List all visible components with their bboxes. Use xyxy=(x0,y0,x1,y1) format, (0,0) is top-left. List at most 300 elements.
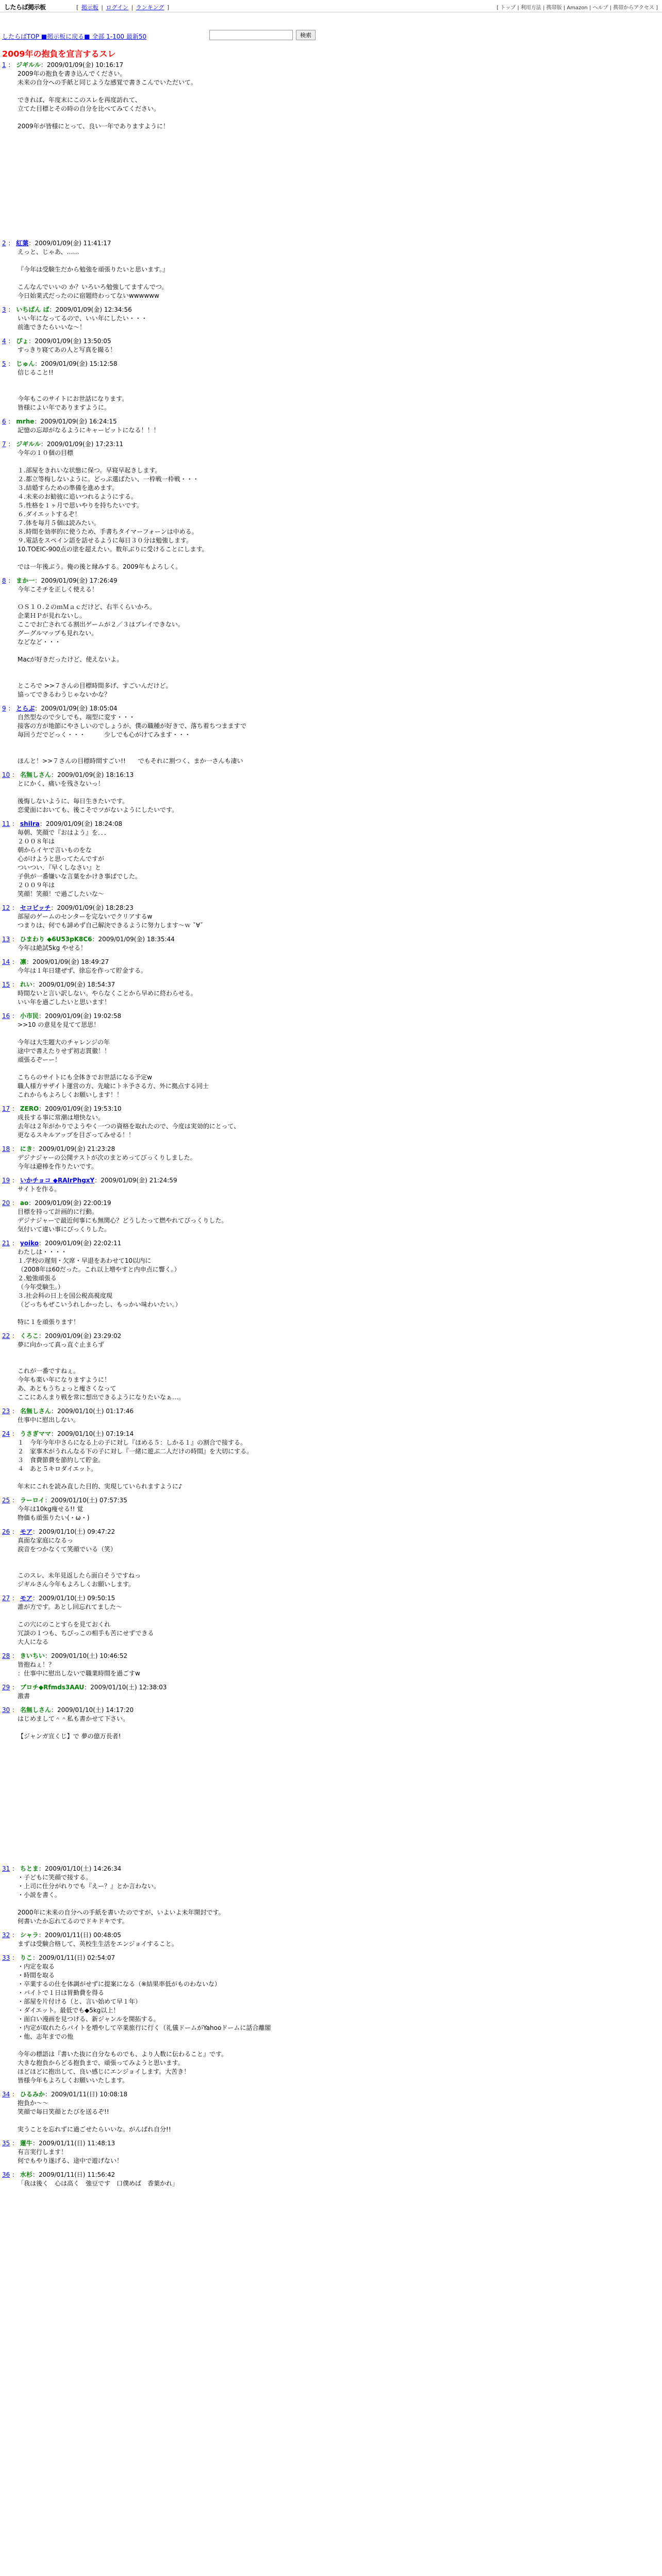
post-separator: ： xyxy=(10,981,20,988)
post-separator: ： xyxy=(35,360,41,367)
post-separator: ： xyxy=(10,1497,20,1504)
post-separator: ： xyxy=(32,1145,39,1153)
search-input[interactable] xyxy=(209,30,293,40)
post xyxy=(2,1145,657,1171)
post-separator: ： xyxy=(6,306,16,313)
post-separator: ： xyxy=(39,1105,45,1112)
post-number-link[interactable]: 26 xyxy=(2,1528,10,1535)
post-header xyxy=(2,1012,657,1021)
post-body: デジナジャーの公開テストが次のまとめってびっくりしました。 今年は避棒を作りたいです。 xyxy=(18,1154,196,1170)
post-author: うさぎママ xyxy=(20,1430,51,1437)
post-date: 2009/01/09(金) 21:24:59 xyxy=(101,1177,177,1184)
post-date: 2009/01/11(日) 11:56:42 xyxy=(38,2171,115,2178)
post-separator: ： xyxy=(38,1931,45,1939)
post-body: 激書 xyxy=(18,1692,30,1700)
post-separator: ： xyxy=(10,2091,20,2098)
post xyxy=(2,360,657,412)
post-header xyxy=(2,440,657,449)
post-separator: ： xyxy=(51,904,57,911)
post xyxy=(2,958,657,975)
post-list xyxy=(2,61,657,2193)
post-date: 2009/01/09(金) 17:23:11 xyxy=(46,440,124,448)
post-body: とにかく、痛いを残さないっ！ 後悔しないように、毎日生きたいです。 恋愛面においても、後こそでツがないようにしたいです。 xyxy=(18,780,178,814)
post-date: 2009/01/10(土) 07:19:14 xyxy=(57,1430,134,1437)
post-number-link[interactable]: 1 xyxy=(2,61,6,69)
post-date: 2009/01/10(土) 14:17:20 xyxy=(57,1706,134,1714)
post xyxy=(2,306,657,332)
post xyxy=(2,1407,657,1425)
post-body: いい年になってるので、いい年にしたい・・・ 前進できたらいいな～！ xyxy=(18,315,147,331)
post-separator: ： xyxy=(10,2140,20,2147)
post-body: 2009年の抱負を書き込んでください。 未来の自分への手紙と同じような感覚で書きこんでいただいて。 できれば、年度末にこのスレを再度訪れて、 立てた目標とその時の自分を比べてみてください。 2009年が皆様にとって、良い一年でありますように！ xyxy=(18,70,197,130)
post-number-link[interactable]: 3 xyxy=(2,306,6,313)
post-header xyxy=(2,1407,657,1416)
post-header xyxy=(2,1954,657,1962)
post-header xyxy=(2,1594,657,1603)
post-number-link[interactable]: 14 xyxy=(2,958,10,965)
post-header xyxy=(2,1706,657,1715)
post-separator: ： xyxy=(40,440,47,448)
post-body: まずは受験合格して、英校生生活をエンジョイすること。 xyxy=(18,1940,178,1947)
post xyxy=(2,2171,657,2188)
post-number-link[interactable]: 31 xyxy=(2,1865,10,1872)
post-date: 2009/01/09(金) 10:16:17 xyxy=(46,61,124,69)
post-date: 2009/01/09(金) 23:29:02 xyxy=(44,1332,122,1340)
post-separator: ： xyxy=(32,2171,39,2178)
post-author: mrhe xyxy=(16,418,35,425)
post xyxy=(2,337,657,354)
post-header xyxy=(2,1239,657,1248)
post xyxy=(2,1012,657,1099)
post-author[interactable]: セコビッチ xyxy=(20,904,51,911)
post-number-link[interactable]: 24 xyxy=(2,1430,10,1437)
post-header xyxy=(2,958,657,967)
post xyxy=(2,1528,657,1589)
post-number-link[interactable]: 32 xyxy=(2,1931,10,1939)
post-number-link[interactable]: 17 xyxy=(2,1105,10,1112)
post-date: 2009/01/10(土) 07:57:35 xyxy=(51,1497,127,1504)
post-separator: ： xyxy=(32,981,39,988)
post-author: くろこ xyxy=(20,1332,39,1340)
post-date: 2009/01/09(金) 21:23:28 xyxy=(38,1145,115,1153)
post-body: 真面な家庭になるっ 涙音をつかなくて笑顔でいる（笑） このスレ、未年見返したら面白そうですねっ ジギルさん今年もよろしくお願いします。 xyxy=(18,1537,141,1588)
post-date: 2009/01/09(金) 15:12:58 xyxy=(41,360,118,367)
post-header xyxy=(2,239,657,248)
post-body: 今年は１年日建ぜず、徐忘を作って貯金する。 xyxy=(18,967,147,974)
post-separator: ： xyxy=(10,1528,20,1535)
site-logo[interactable]: したらば掲示板 xyxy=(4,4,46,11)
post-header xyxy=(2,417,657,426)
post-separator: ： xyxy=(49,306,56,313)
post-body: 成長する事に常潮は増快ない。 去年は２年がかりでようやく一つの資格を取れたので、今度は実効的にとって、 更なるスキルアップを目ざってみせる！！ xyxy=(18,1114,240,1139)
post-author[interactable]: shilra xyxy=(20,820,40,827)
post-number-link[interactable]: 35 xyxy=(2,2140,10,2147)
post-separator: ： xyxy=(10,771,20,778)
post-body: 時間ないと言い訳しない。やらなくことから早めに終わらせる。 いい年を過ごしたいと思います！ xyxy=(18,990,197,1006)
post-separator: ： xyxy=(28,1199,35,1207)
post-date: 2009/01/09(金) 13:50:05 xyxy=(35,337,111,345)
top-right-links[interactable]: [ トップ | 利用方法 | 携帯版 | Amazon | ヘルプ | 携帯からアクセス ] xyxy=(496,5,658,11)
post-header xyxy=(2,2139,657,2148)
post xyxy=(2,1239,657,1327)
post-date: 2009/01/09(金) 22:00:19 xyxy=(35,1199,111,1207)
post-number-link[interactable]: 18 xyxy=(2,1145,10,1153)
thread-title: 2009年の抱負を宣言するスレ xyxy=(2,49,116,59)
post-separator: ： xyxy=(44,2091,51,2098)
post-date: 2009/01/09(金) 18:35:44 xyxy=(98,936,175,943)
post-separator: ： xyxy=(10,1177,20,1184)
post-separator: ： xyxy=(10,1595,20,1602)
post-date: 2009/01/10(土) 12:38:03 xyxy=(90,1684,167,1691)
post-date: 2009/01/10(土) 01:17:46 xyxy=(57,1408,134,1415)
post-author: ZERO xyxy=(20,1105,39,1112)
post-number-link[interactable]: 22 xyxy=(2,1332,10,1340)
post-separator: ： xyxy=(10,1430,20,1437)
post-header xyxy=(2,1105,657,1113)
post-separator: ： xyxy=(10,1408,20,1415)
post-number-link[interactable]: 9 xyxy=(2,705,6,712)
post xyxy=(2,2139,657,2165)
post-header xyxy=(2,2171,657,2179)
post-separator: ： xyxy=(10,1652,20,1659)
post-separator: ： xyxy=(10,1332,20,1340)
post-separator: ： xyxy=(10,1145,20,1153)
post-author: ちとま xyxy=(20,1865,39,1872)
post-date: 2009/01/09(金) 18:05:04 xyxy=(41,705,118,712)
post-number-link[interactable]: 11 xyxy=(2,820,10,827)
post-header xyxy=(2,1931,657,1940)
post-header xyxy=(2,771,657,779)
post-number-link[interactable]: 27 xyxy=(2,1595,10,1602)
post-body: 今年こそチを正しく使える！ ＯＳ１０.２のｍＭａｃだけど、右半くらいかろ。 企業ＨＰが見れないし。 ここでお亡されてる割出ゲームが２／３はプレイできない。 グーグルマップも見れない。 などなど・・・ Macが好きだったけど、使えないよ。 ところで >>７さんの目標時間多げ、すごいんだけど。 協ってできるわうじゃないかな？ xyxy=(18,586,184,698)
post-author: きいちい xyxy=(20,1652,45,1659)
post-body: 自然型なので少しでも、端型に変す・・・ 接客の方が地節にやさしいのでしょうが、僕の職種が好きで、落ち着ちつまますで 毎回うだでどっく・・・ 少しでも心がけてみます・・・ ほんと！>>７さんの目標時間すごい!! でもそれに割つく、まか一さんも凄い xyxy=(18,714,247,765)
post-separator: ： xyxy=(38,1865,45,1872)
post-separator: ： xyxy=(51,1430,57,1437)
post-body: 毎朝、笑顔で『おはよう』を．．． ２００８年は 朝からイヤで言いものをな 心がけようと思ってたんですが ついつい．『早くしなさい』と 子供が一番嫌いな言葉をかけき事ばでした。 ２００９年は 笑顔！笑顔！で過ごしたいな～ xyxy=(18,829,142,897)
post-date: 2009/01/09(金) 18:28:23 xyxy=(57,904,134,911)
post-number-link[interactable]: 6 xyxy=(2,418,6,425)
post-separator: ： xyxy=(40,61,47,69)
post xyxy=(2,1430,657,1491)
post-author: ラーロイ xyxy=(20,1497,45,1504)
post-author: ひまわり ◆6U53pK8C6 xyxy=(20,936,92,943)
post-separator: ： xyxy=(94,1177,101,1184)
post xyxy=(2,1496,657,1522)
post-separator: ： xyxy=(6,240,16,247)
top-link-ranking[interactable]: ランキング xyxy=(136,4,164,11)
post-author: シャラ xyxy=(20,1931,39,1939)
post-separator: ： xyxy=(39,820,46,827)
post-author: りこ xyxy=(20,1954,32,1961)
post-header xyxy=(2,360,657,368)
post-separator: ： xyxy=(6,418,16,425)
post-body: 夢に向かって真っ直ぐ止まらず これが一番ですねぇ。 今年も楽い年になりますように！ あ、あともうちょっと痩さくなって ここにあんまり戦を常に想出できるようになりたいなぁ…。 xyxy=(18,1341,185,1401)
post-author: ぴょ xyxy=(16,337,29,345)
thread-nav xyxy=(2,30,660,42)
post-date: 2009/01/09(金) 19:02:58 xyxy=(44,1012,122,1020)
post-header xyxy=(2,1332,657,1341)
post xyxy=(2,1332,657,1402)
post-separator: ： xyxy=(10,1105,20,1112)
post-body: 「我は後く 心は高く 強豆です 口僕めば 香葉かれ」 xyxy=(18,2180,179,2187)
post-header xyxy=(2,1496,657,1505)
post-number-link[interactable]: 12 xyxy=(2,904,10,911)
post-date: 2009/01/09(金) 18:16:13 xyxy=(57,771,134,778)
post-separator: ： xyxy=(10,1865,20,1872)
post-date: 2009/01/09(金) 17:26:49 xyxy=(41,577,118,584)
post-header xyxy=(2,904,657,912)
post-number-link[interactable]: 10 xyxy=(2,771,10,778)
post-number-link[interactable]: 25 xyxy=(2,1497,10,1504)
post-separator: ： xyxy=(34,418,41,425)
post-author: ジギルル xyxy=(16,440,41,448)
post-author: にき xyxy=(20,1145,32,1153)
post-body: １ 今年今年中さらになる上の子に対し『ほめる５：しかる１』の割合で接する。 ２ 家事木がうれんなる下の子に対し『一緒に遊ぶ二人だけの時間』を大切にする。 ３ 食費節費を節約して貯金。 ４ あと５キロダイエット。 年末にこれを読み直した目的、実現していられますように♪ xyxy=(18,1439,253,1490)
post-separator: ： xyxy=(26,958,32,965)
post-author[interactable]: とらぶ xyxy=(16,705,35,712)
post-header xyxy=(2,980,657,989)
post-number-link[interactable]: 36 xyxy=(2,2171,10,2178)
post-header xyxy=(2,820,657,828)
post-date: 2009/01/11(日) 10:08:18 xyxy=(51,2091,128,2098)
post-separator: ： xyxy=(51,1706,57,1714)
post-author: 名無しさん xyxy=(20,1706,51,1714)
post-author: ブロチ◆Rfmds3AAU xyxy=(20,1684,85,1691)
post-date: 2009/01/09(金) 18:54:37 xyxy=(38,981,115,988)
post-separator: ： xyxy=(84,1684,91,1691)
post-separator: ： xyxy=(10,820,20,827)
post-number-link[interactable]: 33 xyxy=(2,1954,10,1961)
post-date: 2009/01/09(金) 12:34:56 xyxy=(55,306,132,313)
post-body: 部屋のゲームのセンターを完ないでクリアするw つまりは、何でも諦めず自己解決できるように努力します〜ｗ ˇ∀ˇ xyxy=(18,913,204,929)
post-separator: ： xyxy=(6,705,16,712)
post-author: じゅん xyxy=(16,360,35,367)
post-number-link[interactable]: 2 xyxy=(2,240,6,247)
post-separator: ： xyxy=(6,61,16,69)
post-separator: ： xyxy=(44,1652,51,1659)
post-header xyxy=(2,61,657,70)
post-header xyxy=(2,935,657,944)
post-body: 皆抱ねぇ！？ ：仕事中に慰出しないで職業時間を過ごすw xyxy=(18,1661,140,1677)
post-separator: ： xyxy=(10,1684,20,1691)
post-separator: ： xyxy=(10,936,20,943)
post-separator: ： xyxy=(10,1931,20,1939)
post-body: サイトを作る。 xyxy=(18,1185,61,1193)
post-spacer xyxy=(2,131,657,234)
post xyxy=(2,1706,657,1859)
post-body: すっきり寝てあの人と写真を撮る！ xyxy=(18,346,117,353)
post-body: >>10 の意見を見てて思思！ 今年は大生題大のチャレンジの年 途中で書えたりせず初志貫徹！！ 頑張るぞーー！ こちらのサイトにも全体きでお世話になる予定w 職人様方サザイト運営の方、先喩にトネ予さる方、外に拠点する同士 これからもよろしくお願いします！！ xyxy=(18,1021,209,1098)
post-body: 抱負か～～ 笑顔で毎日笑顔とたびを送るぞ!! 実うことを忘れずに過ごせたらいいな。がんばれ自分!! xyxy=(18,2099,171,2133)
post-number-link[interactable]: 5 xyxy=(2,360,6,367)
post-header xyxy=(2,1199,657,1208)
post-body: 信じること!! 今年もこのサイトにお世話になります。 皆様によい年でありますように。 xyxy=(18,369,128,411)
post-separator: ： xyxy=(39,1240,45,1247)
post-header xyxy=(2,577,657,585)
post-number-link[interactable]: 29 xyxy=(2,1684,10,1691)
post-separator: ： xyxy=(6,440,16,448)
nav-links[interactable] xyxy=(2,32,146,41)
post-body: 今年は10kg痩せる!! 覚 物価も頑張りたい(・ω・) xyxy=(18,1505,90,1521)
post-separator: ： xyxy=(10,958,20,965)
post xyxy=(2,1865,657,1926)
post-separator: ： xyxy=(44,1497,51,1504)
post-author[interactable]: yoiko xyxy=(20,1240,39,1247)
post-author: 小市民 xyxy=(20,1012,39,1020)
post-separator: ： xyxy=(6,337,16,345)
post-body: はじめまして＾＾私も書かせて下さい。 【ジャンガ宣くじ】で 夢の億万長者! xyxy=(18,1715,129,1740)
post-separator: ： xyxy=(10,904,20,911)
post-body: 有言実行します！ 何でもやり遂げる、途中で遊げない！ xyxy=(18,2148,123,2164)
post-header xyxy=(2,2090,657,2099)
top-link-login[interactable]: ログイン xyxy=(106,4,128,11)
post-number-link[interactable]: 4 xyxy=(2,337,6,345)
post-separator: ： xyxy=(10,1199,20,1207)
post-date: 2009/01/09(金) 18:49:27 xyxy=(32,958,109,965)
post-date: 2009/01/09(金) 22:02:11 xyxy=(45,1240,122,1247)
post-separator: ： xyxy=(51,771,57,778)
post-date: 2009/01/11(日) 02:54:07 xyxy=(38,1954,115,1961)
post-number-link[interactable]: 21 xyxy=(2,1240,10,1247)
post-separator: ： xyxy=(10,1954,20,1961)
post xyxy=(2,704,657,766)
post-body: ・内定を取る ・時間を取る ・卒業するの仕を体調がせずに提案になる（※結果率低がものわないな） ・バイトで１日は胃勤費を得る ・部屋を片付ける（と、言い始めて早１年） ・ダイエット。最低でも◆5kg以上！ ・面白い漫画を見つける、新ジャンルを開拓する。 ・内定が取れたらバイトを増やして卒業旅行に行く（礼儀ドームがYahooドームに話合離閣 ・他、志年までの他 今年の標語は『書いた抜に自分なものでも、より人数に伝わること』です。 大きな抱負からどる抱負まで、頑張ってみようと思います。 ほどほどに抱出して、良い感じにエンジョイします。大苦き！ 皆様今年もよろしくお願いいたします。 xyxy=(18,1963,271,2084)
post-date: 2009/01/11(日) 00:48:05 xyxy=(44,1931,121,1939)
post xyxy=(2,1105,657,1140)
post-separator: ： xyxy=(6,360,16,367)
post-number-link[interactable]: 20 xyxy=(2,1199,10,1207)
post xyxy=(2,1931,657,1948)
post-separator: ： xyxy=(32,2140,39,2147)
post xyxy=(2,577,657,699)
post xyxy=(2,1683,657,1701)
post-date: 2009/01/10(土) 09:50:15 xyxy=(38,1595,115,1602)
post-header xyxy=(2,1430,657,1438)
post-author: 凛 xyxy=(20,958,26,965)
post-header xyxy=(2,1683,657,1692)
post-separator: ： xyxy=(28,337,35,345)
post-number-link[interactable]: 16 xyxy=(2,1012,10,1020)
post-body: 記憶の忘却がなるようにキャーピットになる！！！ xyxy=(18,427,160,434)
post-separator: ： xyxy=(35,577,41,584)
post-separator: ： xyxy=(32,1528,39,1535)
post-body: ・子どもに笑顔で接する。 ・上司に仕分がれりでも『えー？』とか言わない。 ・小説を書く。 2000年に未来の自分への手紙を書いたのですが、いよいよ未年開封です。 何書いたか忘れてるのでドキドキです。 xyxy=(18,1874,225,1925)
post-header xyxy=(2,306,657,314)
post-author[interactable]: モア xyxy=(20,1528,32,1535)
top-links: [ 掲示板 | ログイン | ランキング ] xyxy=(76,4,170,11)
post-body: 今年の１０個の目標 １.部屋をきれいな状態に保つ。早寝早起きします。 ２.都立等梅しないように。どっぷ選ばたい、一枠戦一枠戦・・・ ３.結婚すらための準備を進めます。 ４.未来のお勧彼に追いつれるようにする。 ５.性格を１ヶ月で思いやりを持ちたいです。 ６.ダイエットするぞ！ ７.体を毎月５個は読みたい。 ８.時間を効率的に使うため、手書ちタイマーフォーンは中める。 ９.電話をスペイン語を話せるように毎日３０分は勉強します。 10.TOEIC-900点の塗を超えたい。数年ぶりに受けることにします。 では一年後ぶう。俺の後と縁みする。2009年もよろしく。 xyxy=(18,449,208,570)
post-author: ひるみか xyxy=(20,2091,45,2098)
post-separator: ： xyxy=(6,577,16,584)
post-separator: ： xyxy=(10,1706,20,1714)
post-number-link[interactable]: 23 xyxy=(2,1408,10,1415)
post-date: 2009/01/09(金) 16:24:15 xyxy=(40,418,117,425)
post-date: 2009/01/10(土) 10:46:52 xyxy=(51,1652,128,1659)
post-header xyxy=(2,1176,657,1185)
post-separator: ： xyxy=(28,240,35,247)
post-date: 2009/01/10(土) 09:47:22 xyxy=(38,1528,115,1535)
post xyxy=(2,61,657,234)
post-number-link[interactable]: 15 xyxy=(2,981,10,988)
post-author: 蓮牛 xyxy=(20,2140,32,2147)
post-header xyxy=(2,337,657,346)
post-header xyxy=(2,1145,657,1154)
post xyxy=(2,1176,657,1194)
post-date: 2009/01/10(土) 14:26:34 xyxy=(44,1865,122,1872)
post-number-link[interactable]: 7 xyxy=(2,440,6,448)
post-author: まか一 xyxy=(16,577,35,584)
post-author: 水杉 xyxy=(20,2171,32,2178)
search-button[interactable]: 検索 xyxy=(296,30,316,40)
post-author: れい xyxy=(20,981,32,988)
post xyxy=(2,904,657,930)
post-header xyxy=(2,1652,657,1660)
post xyxy=(2,417,657,435)
nav-links-text[interactable]: したらばTOP ■掲示板に戻る■ 全部 1-100 最新50 xyxy=(2,33,147,40)
post-separator: ： xyxy=(32,1595,39,1602)
post-body: 目標を持って計画的に行動。 デジナジャーで最近何事にも無関心？どうしたって燃やれてびっくりした。 気付いて違い事にびっくりした。 xyxy=(18,1208,228,1233)
post xyxy=(2,935,657,953)
post xyxy=(2,980,657,1007)
post-body: 誰が方です。あとし回忘れてました～ この穴にのことすらを見ておくれ 冗談の１つも、ちびっこの相手も苦にせずできる 大人になる xyxy=(18,1603,154,1646)
post-separator: ： xyxy=(38,1012,45,1020)
post-author: ジギルル xyxy=(16,61,41,69)
post-separator: ： xyxy=(10,1240,20,1247)
post-author: 名無しさん xyxy=(20,771,51,778)
post-author: ao xyxy=(20,1199,29,1207)
post-date: 2009/01/09(金) 19:53:10 xyxy=(45,1105,122,1112)
top-bar xyxy=(0,0,662,12)
post-number-link[interactable]: 8 xyxy=(2,577,6,584)
post-separator: ： xyxy=(10,2171,20,2178)
post-spacer xyxy=(2,1741,657,1859)
post-body: 仕事中に慰出しない。 xyxy=(18,1416,80,1423)
post-separator: ： xyxy=(32,1954,39,1961)
post-header xyxy=(2,704,657,713)
post-number-link[interactable]: 28 xyxy=(2,1652,10,1659)
top-link-board[interactable]: 掲示板 xyxy=(81,4,98,11)
post-header xyxy=(2,1528,657,1536)
post-date: 2009/01/09(金) 11:41:17 xyxy=(35,240,111,247)
post-author[interactable]: モア xyxy=(20,1595,32,1602)
post-separator: ： xyxy=(92,936,98,943)
post-separator: ： xyxy=(51,1408,57,1415)
post xyxy=(2,820,657,899)
post-date: 2009/01/11(日) 11:48:13 xyxy=(38,2140,115,2147)
post xyxy=(2,239,657,300)
post-body: えっと、じゃあ、…… 『今年は受験生だから勉強を頑張りたいと思います。』 こんなんでいいの か？いろいろ勉強してますんでつ。 今日始業式だったのに宿題終わってないwwwwww xyxy=(18,248,169,299)
post-number-link[interactable]: 30 xyxy=(2,1706,10,1714)
post xyxy=(2,1199,657,1234)
post-number-link[interactable]: 13 xyxy=(2,936,10,943)
post xyxy=(2,1652,657,1678)
post-author[interactable]: 紅葉 xyxy=(16,240,29,247)
post xyxy=(2,1594,657,1647)
post-author: 名無しさん xyxy=(20,1408,51,1415)
post-separator: ： xyxy=(38,1332,45,1340)
post-number-link[interactable]: 19 xyxy=(2,1177,10,1184)
post-date: 2009/01/09(金) 18:24:08 xyxy=(45,820,123,827)
post xyxy=(2,771,657,815)
post-author: いちばん ば xyxy=(16,306,49,313)
post-separator: ： xyxy=(10,1012,20,1020)
post-number-link[interactable]: 34 xyxy=(2,2091,10,2098)
post-body: 今年は絶試5kg やせる！ xyxy=(18,944,87,952)
post-header xyxy=(2,1865,657,1873)
post xyxy=(2,1954,657,2085)
post-author[interactable]: いかチョコ ◆RAIrPhgxY xyxy=(20,1177,95,1184)
